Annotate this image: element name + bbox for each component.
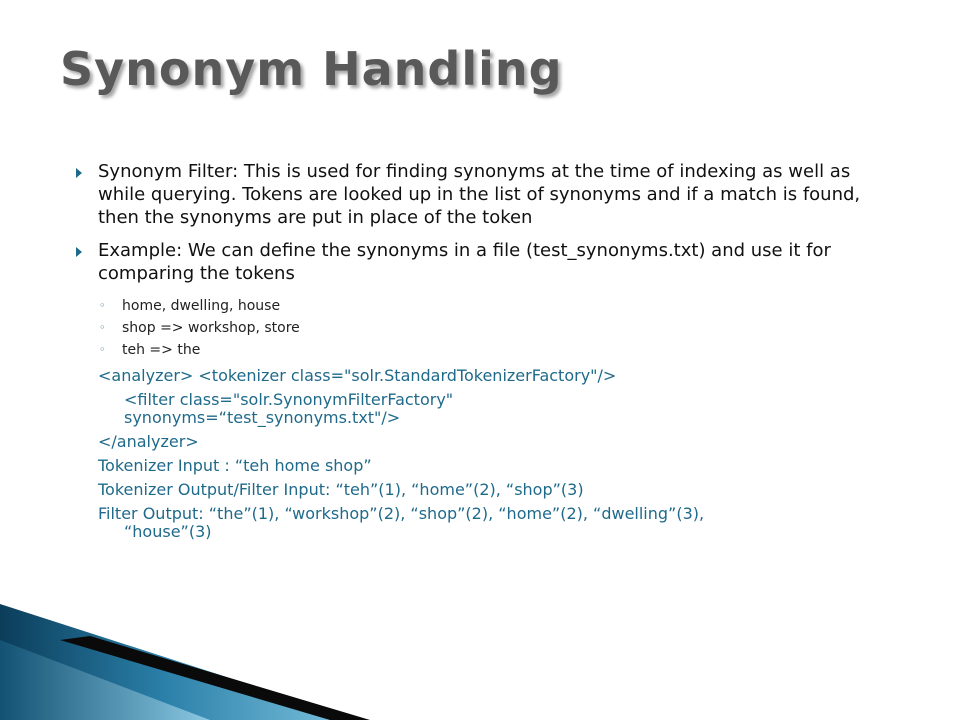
sub-item-text: teh => the <box>122 342 201 358</box>
code-line: Tokenizer Input : “teh home shop” <box>98 456 372 475</box>
sub-item-text: shop => workshop, store <box>122 320 300 336</box>
code-line: <analyzer> <tokenizer class="solr.StandardTokenizerFactory"/> <box>98 366 617 385</box>
ribbon-shadow <box>60 636 370 720</box>
slide-content <box>75 160 895 541</box>
slide-title: Synonym Handling <box>60 42 563 96</box>
code-line: </analyzer> <box>98 432 199 451</box>
bullet-example <box>75 239 895 285</box>
code-line: “house”(3) <box>124 522 212 541</box>
ring-bullet-icon: ◦ <box>99 299 106 312</box>
bullet-arrow-icon <box>76 247 82 257</box>
code-line: <filter class="solr.SynonymFilterFactory" <box>124 390 454 409</box>
bullet-text: Example: We can define the synonyms in a file (test_synonyms.txt) and use it for comparing the tokens <box>98 240 831 284</box>
bullet-synonym-filter <box>75 160 895 229</box>
bullet-text: Synonym Filter: This is used for finding synonyms at the time of indexing as well as while querying. Tokens are looked up in the list of synonyms and if a match is found, then the synonyms are put in place of the token <box>98 161 861 228</box>
sub-item <box>98 339 895 361</box>
bullet-arrow-icon <box>76 168 82 178</box>
ribbon-band <box>0 640 210 720</box>
ribbon-band <box>0 604 360 720</box>
code-block <box>98 367 895 541</box>
code-line: Tokenizer Output/Filter Input: “teh”(1), “home”(2), “shop”(3) <box>98 480 584 499</box>
code-line: Filter Output: “the”(1), “workshop”(2), “shop”(2), “home”(2), “dwelling”(3), <box>98 504 705 523</box>
ring-bullet-icon: ◦ <box>99 321 106 334</box>
ring-bullet-icon: ◦ <box>99 343 106 356</box>
code-line: synonyms=“test_synonyms.txt"/> <box>124 408 401 427</box>
sub-item <box>98 295 895 317</box>
sub-item <box>98 317 895 339</box>
sub-item-text: home, dwelling, house <box>122 298 281 314</box>
